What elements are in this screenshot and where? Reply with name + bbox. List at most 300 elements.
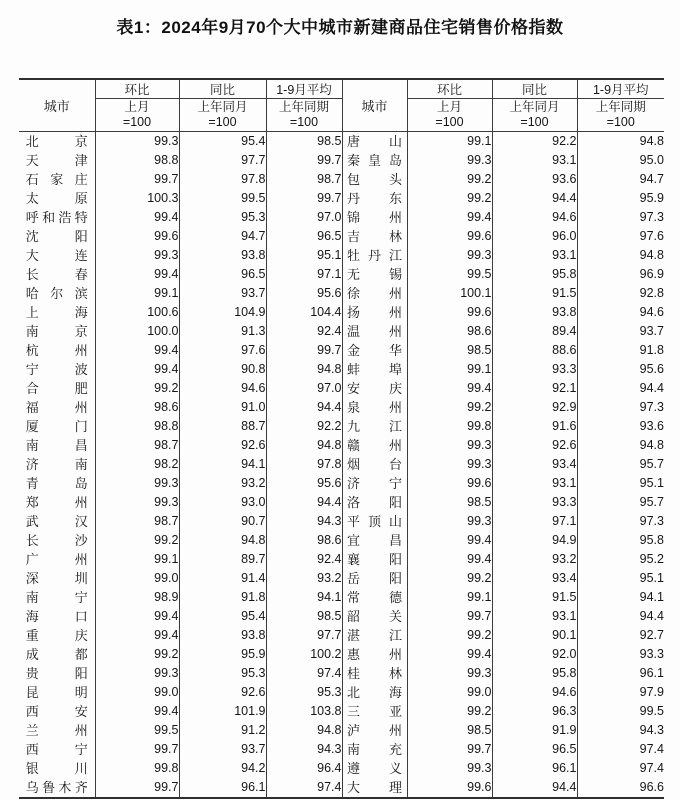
value-cell: 91.0	[179, 398, 266, 417]
city-cell	[342, 246, 407, 265]
value-cell: 99.7	[266, 189, 342, 208]
city-cell	[19, 474, 95, 493]
city-cell	[342, 208, 407, 227]
value-cell: 93.2	[266, 569, 342, 588]
city-name: 蚌 埠	[347, 362, 402, 377]
subheader-mom-right	[407, 99, 492, 132]
value-cell: 97.0	[266, 379, 342, 398]
table-row	[19, 683, 664, 702]
value-cell: 98.6	[407, 322, 492, 341]
city-cell	[342, 151, 407, 170]
city-name: 深 圳	[25, 571, 88, 586]
city-name: 北 京	[25, 134, 88, 149]
value-cell: 96.5	[266, 227, 342, 246]
city-name: 呼 和 浩 特	[25, 210, 88, 225]
city-cell	[342, 227, 407, 246]
city-name: 上 海	[25, 305, 88, 320]
value-cell: 91.4	[179, 569, 266, 588]
value-cell: 97.8	[179, 170, 266, 189]
city-name: 牡 丹 江	[347, 248, 402, 263]
city-cell	[342, 778, 407, 798]
value-cell: 99.5	[95, 721, 179, 740]
value-cell: 94.3	[577, 721, 664, 740]
table-row	[19, 493, 664, 512]
city-cell	[19, 740, 95, 759]
value-cell: 97.3	[577, 208, 664, 227]
subheader-base-label: 上月	[124, 100, 150, 114]
table-row	[19, 208, 664, 227]
value-cell: 93.6	[577, 417, 664, 436]
value-cell: 96.6	[577, 778, 664, 798]
city-cell	[342, 664, 407, 683]
city-name: 金 华	[347, 343, 402, 358]
value-cell: 92.6	[179, 436, 266, 455]
city-name: 岳 阳	[347, 571, 402, 586]
value-cell: 95.6	[577, 360, 664, 379]
value-cell: 99.3	[95, 246, 179, 265]
header-yoy-left: 同比	[179, 79, 266, 99]
value-cell: 92.2	[492, 132, 577, 152]
value-cell: 95.3	[179, 664, 266, 683]
city-name: 长 春	[25, 267, 88, 282]
city-name: 太 原	[25, 191, 88, 206]
city-cell	[19, 455, 95, 474]
city-cell	[19, 322, 95, 341]
value-cell: 93.1	[492, 246, 577, 265]
value-cell: 97.4	[577, 740, 664, 759]
value-cell: 93.6	[492, 170, 577, 189]
value-cell: 93.7	[577, 322, 664, 341]
value-cell: 88.7	[179, 417, 266, 436]
city-cell	[342, 417, 407, 436]
value-cell: 97.8	[266, 455, 342, 474]
value-cell: 99.3	[407, 151, 492, 170]
value-cell: 95.2	[577, 550, 664, 569]
city-name: 杭 州	[25, 343, 88, 358]
value-cell: 95.0	[577, 151, 664, 170]
city-cell	[342, 322, 407, 341]
value-cell: 96.0	[492, 227, 577, 246]
city-name: 泸 州	[347, 723, 402, 738]
subheader-base-label: 上年同期	[595, 100, 646, 114]
subheader-yoy-left	[179, 99, 266, 132]
value-cell: 95.8	[492, 265, 577, 284]
value-cell: 89.4	[492, 322, 577, 341]
value-cell: 92.9	[492, 398, 577, 417]
value-cell: 98.5	[407, 721, 492, 740]
value-cell: 94.3	[266, 740, 342, 759]
value-cell: 95.1	[266, 246, 342, 265]
value-cell: 99.3	[95, 664, 179, 683]
table-row	[19, 759, 664, 778]
table-row	[19, 664, 664, 683]
value-cell: 93.3	[492, 493, 577, 512]
value-cell: 98.5	[407, 341, 492, 360]
subheader-base-label: 上年同月	[197, 100, 248, 114]
value-cell: 98.8	[95, 151, 179, 170]
value-cell: 95.4	[179, 132, 266, 152]
value-cell: 99.3	[407, 664, 492, 683]
value-cell: 97.1	[492, 512, 577, 531]
value-cell: 94.4	[492, 778, 577, 798]
city-cell	[19, 417, 95, 436]
city-cell	[342, 170, 407, 189]
city-cell	[19, 436, 95, 455]
value-cell: 94.9	[492, 531, 577, 550]
value-cell: 95.6	[266, 284, 342, 303]
city-cell	[342, 759, 407, 778]
value-cell: 94.7	[577, 170, 664, 189]
table-row	[19, 740, 664, 759]
city-cell	[342, 569, 407, 588]
table-row	[19, 151, 664, 170]
city-name: 北 海	[347, 685, 402, 700]
subheader-base-value: =100	[520, 115, 549, 129]
city-cell	[342, 303, 407, 322]
city-cell	[19, 721, 95, 740]
city-name: 海 口	[25, 609, 88, 624]
city-cell	[19, 151, 95, 170]
value-cell: 98.5	[407, 493, 492, 512]
city-name: 宜 昌	[347, 533, 402, 548]
city-name: 韶 关	[347, 609, 402, 624]
value-cell: 94.8	[266, 721, 342, 740]
city-cell	[19, 683, 95, 702]
table-row	[19, 474, 664, 493]
city-cell	[19, 759, 95, 778]
value-cell: 100.0	[95, 322, 179, 341]
city-cell	[342, 436, 407, 455]
header-yoy-right: 同比	[492, 79, 577, 99]
city-cell	[342, 607, 407, 626]
value-cell: 99.3	[95, 493, 179, 512]
city-name: 昆 明	[25, 685, 88, 700]
table-body	[19, 132, 664, 799]
value-cell: 94.2	[179, 759, 266, 778]
value-cell: 99.0	[95, 569, 179, 588]
value-cell: 98.8	[95, 417, 179, 436]
value-cell: 92.8	[577, 284, 664, 303]
value-cell: 99.2	[407, 189, 492, 208]
value-cell: 99.1	[407, 132, 492, 152]
table-row	[19, 189, 664, 208]
city-name: 无 锡	[347, 267, 402, 282]
value-cell: 94.6	[492, 208, 577, 227]
table-row	[19, 341, 664, 360]
value-cell: 93.3	[577, 645, 664, 664]
city-cell	[342, 550, 407, 569]
value-cell: 99.3	[407, 436, 492, 455]
table-row	[19, 284, 664, 303]
value-cell: 98.9	[95, 588, 179, 607]
table-row	[19, 417, 664, 436]
subheader-base-value: =100	[208, 115, 237, 129]
city-name: 洛 阳	[347, 495, 402, 510]
city-name: 济 宁	[347, 476, 402, 491]
table-row	[19, 436, 664, 455]
value-cell: 96.1	[577, 664, 664, 683]
value-cell: 99.4	[95, 208, 179, 227]
value-cell: 96.4	[266, 759, 342, 778]
city-name: 烟 台	[347, 457, 402, 472]
value-cell: 99.8	[407, 417, 492, 436]
city-cell	[342, 132, 407, 152]
value-cell: 99.7	[95, 778, 179, 798]
value-cell: 91.2	[179, 721, 266, 740]
value-cell: 97.9	[577, 683, 664, 702]
value-cell: 93.2	[179, 474, 266, 493]
city-name: 西 安	[25, 704, 88, 719]
value-cell: 95.8	[492, 664, 577, 683]
table-row	[19, 778, 664, 798]
value-cell: 93.7	[179, 284, 266, 303]
header-city-left: 城市	[19, 79, 95, 132]
value-cell: 92.6	[492, 436, 577, 455]
value-cell: 99.7	[266, 151, 342, 170]
city-cell	[342, 493, 407, 512]
city-name: 哈 尔 滨	[25, 286, 88, 301]
value-cell: 99.1	[407, 588, 492, 607]
city-name: 南 宁	[25, 590, 88, 605]
value-cell: 99.0	[407, 683, 492, 702]
value-cell: 93.1	[492, 151, 577, 170]
value-cell: 91.5	[492, 588, 577, 607]
value-cell: 94.6	[179, 379, 266, 398]
subheader-avg-right	[577, 99, 664, 132]
city-cell	[19, 569, 95, 588]
value-cell: 93.8	[179, 626, 266, 645]
city-cell	[342, 189, 407, 208]
city-name: 大 理	[347, 780, 402, 795]
table-row	[19, 170, 664, 189]
header-avg-left: 1-9月平均	[266, 79, 342, 99]
value-cell: 99.6	[407, 474, 492, 493]
value-cell: 100.2	[266, 645, 342, 664]
value-cell: 90.7	[179, 512, 266, 531]
value-cell: 95.7	[577, 493, 664, 512]
table-row	[19, 246, 664, 265]
value-cell: 98.2	[95, 455, 179, 474]
value-cell: 93.1	[492, 474, 577, 493]
value-cell: 95.6	[266, 474, 342, 493]
value-cell: 94.4	[266, 493, 342, 512]
table-row	[19, 721, 664, 740]
subheader-base-label: 上月	[436, 100, 462, 114]
subheader-base-label: 上年同期	[278, 100, 329, 114]
value-cell: 94.1	[179, 455, 266, 474]
value-cell: 94.6	[492, 683, 577, 702]
city-cell	[342, 284, 407, 303]
value-cell: 99.7	[266, 341, 342, 360]
city-cell	[19, 512, 95, 531]
value-cell: 90.1	[492, 626, 577, 645]
city-cell	[19, 227, 95, 246]
value-cell: 95.8	[577, 531, 664, 550]
value-cell: 92.4	[266, 322, 342, 341]
value-cell: 95.9	[577, 189, 664, 208]
value-cell: 103.8	[266, 702, 342, 721]
value-cell: 93.3	[492, 360, 577, 379]
subheader-yoy-right	[492, 99, 577, 132]
value-cell: 99.1	[95, 550, 179, 569]
table-row	[19, 227, 664, 246]
value-cell: 104.9	[179, 303, 266, 322]
value-cell: 99.4	[407, 379, 492, 398]
value-cell: 100.6	[95, 303, 179, 322]
city-cell	[19, 664, 95, 683]
value-cell: 99.4	[95, 341, 179, 360]
city-cell	[19, 284, 95, 303]
city-cell	[342, 341, 407, 360]
table-row	[19, 132, 664, 152]
table-row	[19, 398, 664, 417]
header-avg-right: 1-9月平均	[577, 79, 664, 99]
city-cell	[342, 265, 407, 284]
city-name: 三 亚	[347, 704, 402, 719]
value-cell: 95.4	[179, 607, 266, 626]
city-name: 吉 林	[347, 229, 402, 244]
value-cell: 95.3	[266, 683, 342, 702]
value-cell: 91.5	[492, 284, 577, 303]
table-row	[19, 531, 664, 550]
city-name: 平 顶 山	[347, 514, 402, 529]
city-name: 广 州	[25, 552, 88, 567]
value-cell: 93.2	[492, 550, 577, 569]
city-name: 九 江	[347, 419, 402, 434]
value-cell: 90.8	[179, 360, 266, 379]
value-cell: 99.4	[95, 607, 179, 626]
city-name: 宁 波	[25, 362, 88, 377]
city-name: 南 京	[25, 324, 88, 339]
value-cell: 99.5	[577, 702, 664, 721]
city-cell	[342, 588, 407, 607]
city-name: 泉 州	[347, 400, 402, 415]
city-cell	[19, 360, 95, 379]
table-header	[19, 79, 664, 132]
value-cell: 91.6	[492, 417, 577, 436]
value-cell: 97.0	[266, 208, 342, 227]
city-name: 扬 州	[347, 305, 402, 320]
value-cell: 96.1	[492, 759, 577, 778]
value-cell: 99.3	[407, 455, 492, 474]
city-name: 遵 义	[347, 761, 402, 776]
subheader-avg-left	[266, 99, 342, 132]
value-cell: 98.5	[266, 607, 342, 626]
value-cell: 99.4	[95, 265, 179, 284]
value-cell: 88.6	[492, 341, 577, 360]
city-name: 郑 州	[25, 495, 88, 510]
value-cell: 99.2	[95, 531, 179, 550]
value-cell: 99.1	[407, 360, 492, 379]
city-cell	[19, 170, 95, 189]
value-cell: 97.4	[266, 778, 342, 798]
subheader-base-value: =100	[122, 115, 152, 129]
page-title: 表1：2024年9月70个大中城市新建商品住宅销售价格指数	[116, 18, 564, 37]
value-cell: 99.4	[407, 645, 492, 664]
value-cell: 94.8	[179, 531, 266, 550]
table-row	[19, 379, 664, 398]
value-cell: 96.3	[492, 702, 577, 721]
city-cell	[342, 683, 407, 702]
city-name: 厦 门	[25, 419, 88, 434]
value-cell: 99.7	[407, 607, 492, 626]
city-name: 石 家 庄	[25, 172, 88, 187]
city-cell	[19, 208, 95, 227]
value-cell: 99.4	[95, 626, 179, 645]
value-cell: 99.6	[407, 303, 492, 322]
table-row	[19, 455, 664, 474]
value-cell: 96.5	[179, 265, 266, 284]
value-cell: 94.8	[577, 132, 664, 152]
value-cell: 92.4	[266, 550, 342, 569]
value-cell: 94.6	[577, 303, 664, 322]
table-row	[19, 569, 664, 588]
city-name: 桂 林	[347, 666, 402, 681]
value-cell: 94.1	[577, 588, 664, 607]
city-cell	[19, 303, 95, 322]
city-name: 贵 阳	[25, 666, 88, 681]
value-cell: 98.7	[266, 170, 342, 189]
subheader-base-label: 上年同月	[509, 100, 560, 114]
city-cell	[342, 702, 407, 721]
value-cell: 97.3	[577, 398, 664, 417]
city-name: 秦 皇 岛	[347, 153, 402, 168]
city-cell	[19, 341, 95, 360]
value-cell: 99.4	[407, 208, 492, 227]
city-name: 徐 州	[347, 286, 402, 301]
city-cell	[342, 360, 407, 379]
value-cell: 99.3	[95, 132, 179, 152]
city-name: 乌 鲁 木 齐	[25, 780, 88, 795]
value-cell: 99.3	[95, 474, 179, 493]
header-mom-left: 环比	[95, 79, 179, 99]
value-cell: 94.4	[492, 189, 577, 208]
value-cell: 94.8	[266, 436, 342, 455]
city-cell	[19, 588, 95, 607]
value-cell: 94.1	[266, 588, 342, 607]
header-city-right: 城市	[342, 79, 407, 132]
value-cell: 94.4	[266, 398, 342, 417]
value-cell: 99.4	[95, 702, 179, 721]
table-row	[19, 360, 664, 379]
city-cell	[19, 493, 95, 512]
city-cell	[342, 455, 407, 474]
value-cell: 99.2	[407, 398, 492, 417]
value-cell: 98.5	[266, 132, 342, 152]
city-name: 兰 州	[25, 723, 88, 738]
city-name: 唐 山	[347, 134, 402, 149]
value-cell: 97.7	[266, 626, 342, 645]
city-cell	[342, 379, 407, 398]
city-name: 合 肥	[25, 381, 88, 396]
value-cell: 99.4	[407, 531, 492, 550]
value-cell: 97.4	[577, 759, 664, 778]
value-cell: 92.7	[577, 626, 664, 645]
city-cell	[19, 265, 95, 284]
city-cell	[19, 702, 95, 721]
value-cell: 99.3	[407, 246, 492, 265]
value-cell: 99.2	[95, 645, 179, 664]
city-cell	[19, 246, 95, 265]
value-cell: 91.8	[179, 588, 266, 607]
value-cell: 99.7	[95, 170, 179, 189]
value-cell: 99.2	[95, 379, 179, 398]
value-cell: 99.4	[95, 360, 179, 379]
city-cell	[342, 645, 407, 664]
city-name: 赣 州	[347, 438, 402, 453]
city-name: 惠 州	[347, 647, 402, 662]
city-cell	[19, 379, 95, 398]
